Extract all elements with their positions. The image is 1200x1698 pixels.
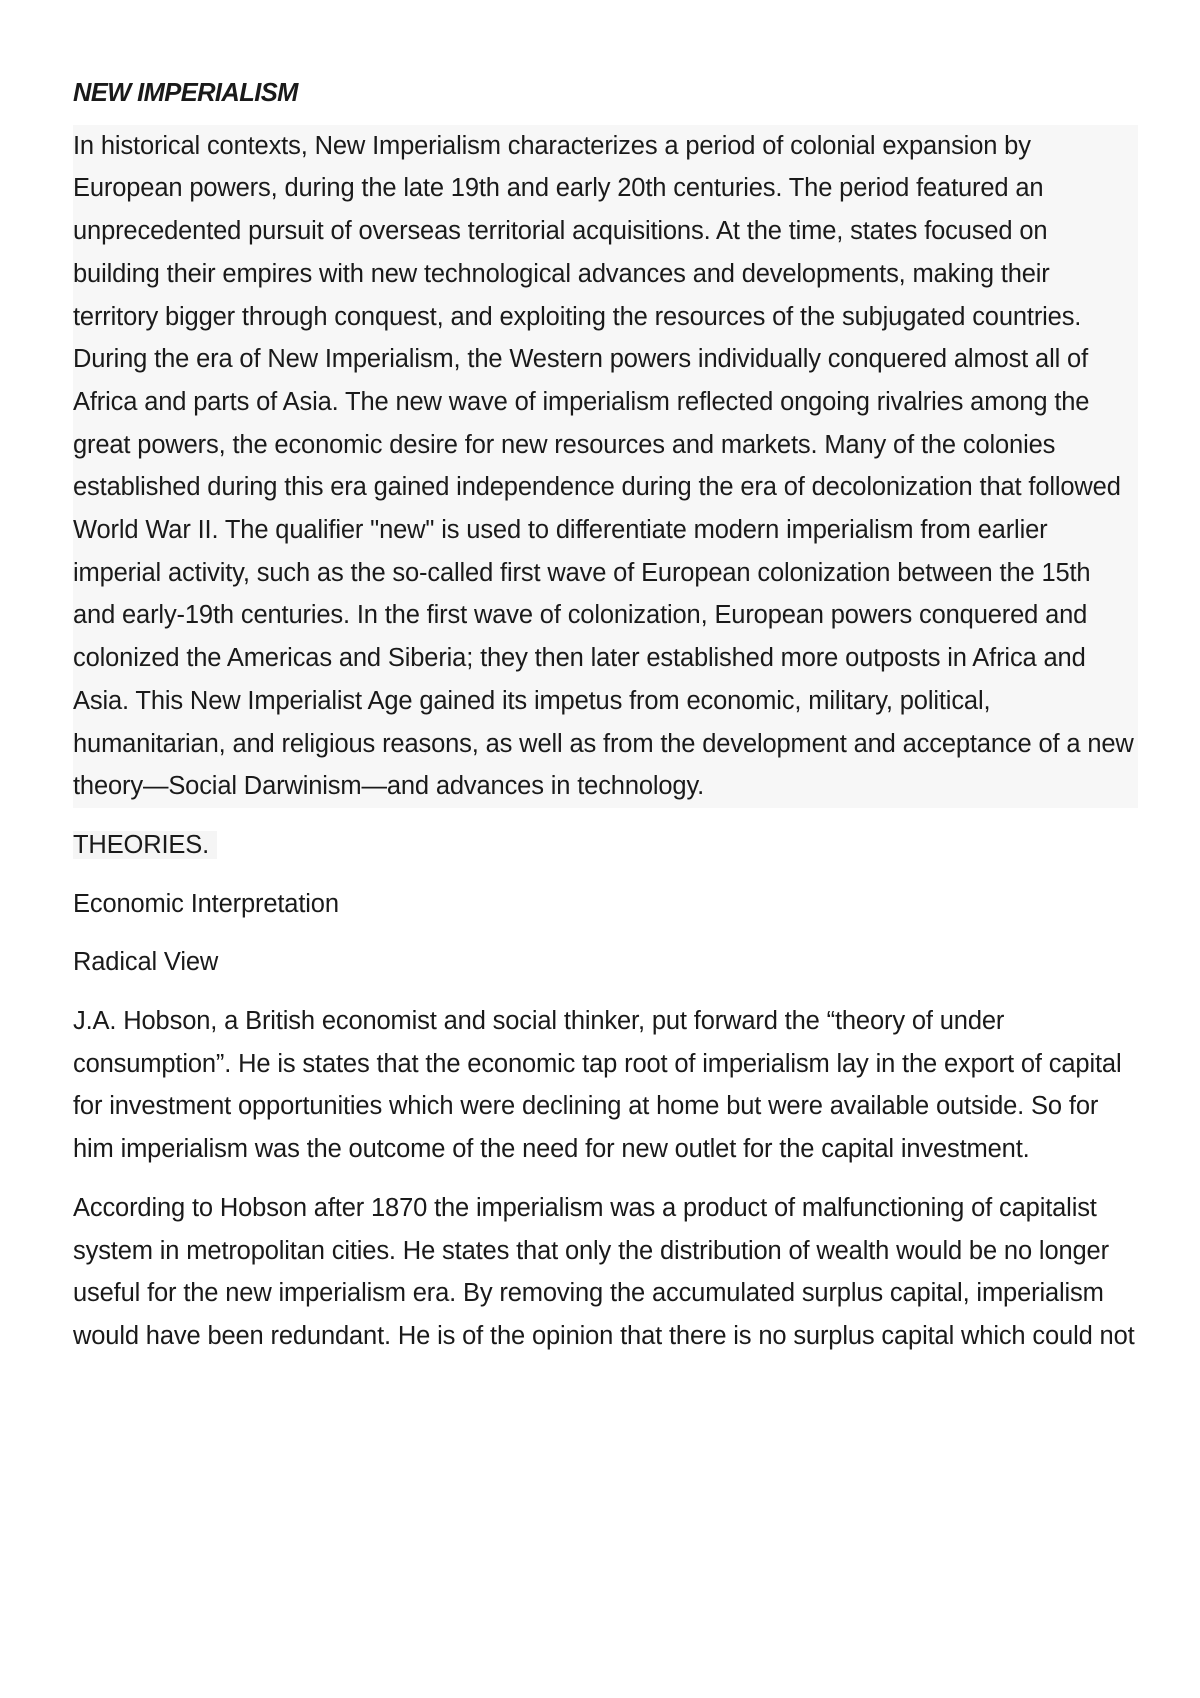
theories-heading (73, 824, 1138, 867)
document-page (73, 72, 1138, 1374)
hobson-1870-paragraph: According to Hobson after 1870 the imperialism was a product of malfunctioning of capitalist system in metropolitan cities. He states that only the distribution of wealth would be no longer useful for the new imperialism era. By removing the accumulated surplus capital, imperialism would have been redundant. He is of the opinion that there is no surplus capital which could not (73, 1193, 1135, 1350)
document-title: NEW IMPERIALISM (73, 79, 298, 107)
radical-view-heading: Radical View (73, 948, 219, 977)
theories-heading-text: THEORIES. (73, 831, 217, 859)
hobson-paragraph: J.A. Hobson, a British economist and social thinker, put forward the “theory of under consumption”. He is states that the economic tap root of imperialism lay in the export of capital for investment opportunities which were declining at home but were available outside. So for him imperialism was the outcome of the need for new outlet for the capital investment. (73, 1007, 1122, 1164)
economic-interpretation-heading: Economic Interpretation (73, 889, 339, 918)
intro-paragraph: In historical contexts, New Imperialism characterizes a period of colonial expansion by European powers, during the late 19th and early 20th centuries. The period featured an unprecedented pursuit of overseas territorial acquisitions. At the time, states focused on building their empires with new technological advances and developments, making their territory bigger through conquest, and exploiting the resources of the subjugated countries. During the era of New Imperialism, the Western powers individually conquered almost all of Africa and parts of Asia. The new wave of imperialism reflected ongoing rivalries among the great powers, the economic desire for new resources and markets. Many of the colonies established during this era gained independence during the era of decolonization that followed World War II. The qualifier "new" is used to differentiate modern imperialism from earlier imperial activity, such as the so-called first wave of European colonization between the 15th and early-19th centuries. In the first wave of colonization, European powers conquered and colonized the Americas and Siberia; they then later established more outposts in Africa and Asia. This New Imperialist Age gained its impetus from economic, military, political, humanitarian, and religious reasons, as well as from the development and acceptance of a new theory—Social Darwinism—and advances in technology. (73, 125, 1138, 808)
